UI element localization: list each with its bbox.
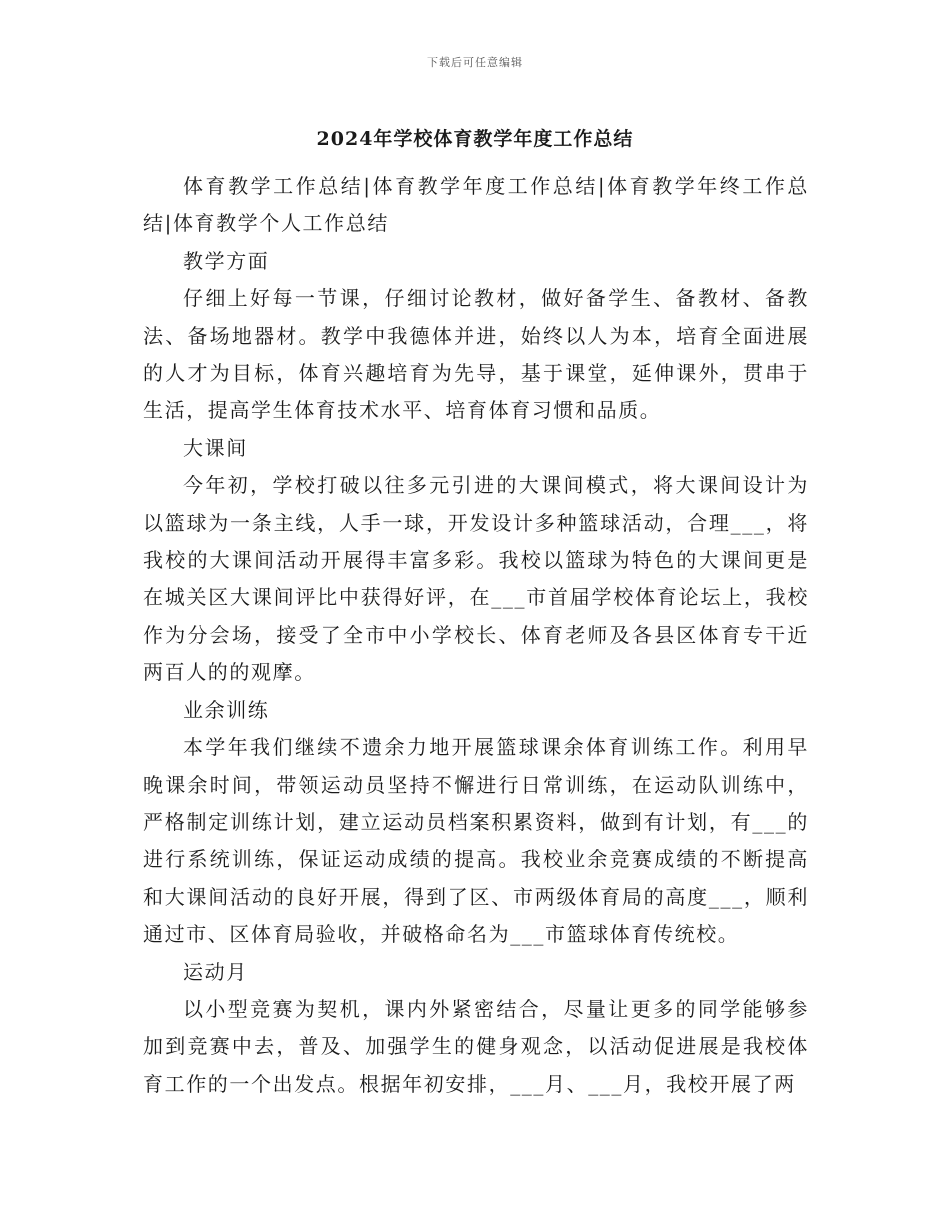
document-title: 2024年学校体育教学年度工作总结: [316, 128, 634, 150]
header-note: 下载后可任意编辑: [427, 56, 523, 69]
section-heading-sports-month: 运动月: [183, 959, 248, 984]
paragraph-sports-month: 以小型竞赛为契机，课内外紧密结合，尽量让更多的同学能够参加到竞赛中去，普及、加强学生的健身观念，以活动促进展是我校体育工作的一个出发点。根据年初安排，___月、___月，我校开展了两: [143, 996, 809, 1096]
keywords-line: 体育教学工作总结|体育教学年度工作总结|体育教学年终工作总结|体育教学个人工作总结: [143, 174, 809, 236]
paragraph-big-break: 今年初，学校打破以往多元引进的大课间模式，将大课间设计为以篮球为一条主线，人手一球，开发设计多种篮球活动，合理___，将我校的大课间活动开展得丰富多彩。我校以篮球为特色的大课间更是在城关区大课间评比中获得好评，在___市首届学校体育论坛上，我校作为分会场，接受了全市中小学校长、体育老师及各县区体育专干近两百人的的观摩。: [143, 473, 809, 685]
section-heading-teaching: 教学方面: [183, 248, 270, 273]
section-heading-training: 业余训练: [183, 697, 270, 722]
paragraph-training: 本学年我们继续不遗余力地开展篮球课余体育训练工作。利用早晚课余时间，带领运动员坚持不懈进行日常训练，在运动队训练中，严格制定训练计划，建立运动员档案积累资料，做到有计划，有___的进行系统训练，保证运动成绩的提高。我校业余竞赛成绩的不断提高和大课间活动的良好开展，得到了区、市两级体育局的高度___，顺利通过市、区体育局验收，并破格命名为___市篮球体育传统校。: [143, 735, 809, 947]
section-heading-big-break: 大课间: [183, 435, 248, 460]
document-body: [143, 168, 809, 1103]
paragraph-teaching: 仔细上好每一节课，仔细讨论教材，做好备学生、备教材、备教法、备场地器材。教学中我德体并进，始终以人为本，培育全面进展的人才为目标，体育兴趣培育为先导，基于课堂，延伸课外，贯串于生活，提高学生体育技术水平、培育体育习惯和品质。: [143, 286, 809, 423]
